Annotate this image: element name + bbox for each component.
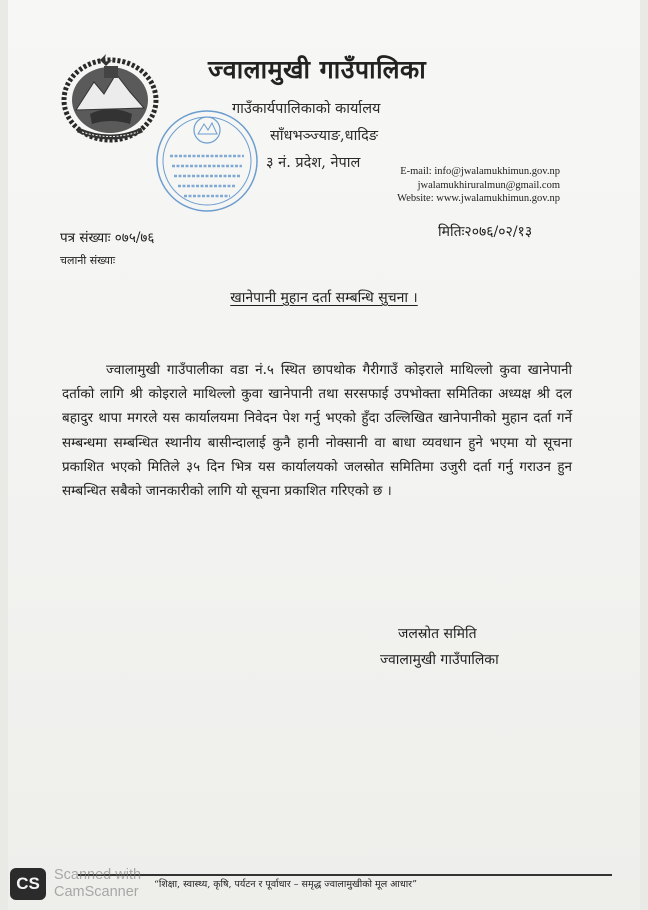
notice-body-paragraph — [62, 358, 572, 503]
office-round-stamp-icon — [154, 108, 260, 214]
letter-date: मितिः२०७६/०२/१३ — [438, 224, 533, 240]
camscanner-watermark — [54, 867, 141, 901]
watermark-line-1: Scanned with — [54, 867, 142, 883]
email-secondary: jwalamukhiruralmun@gmail.com — [417, 179, 560, 191]
contact-info — [397, 165, 560, 206]
camscanner-logo-icon: CS — [10, 868, 46, 900]
office-name: गाउँकार्यपालिकाको कार्यालय — [232, 101, 381, 117]
footer-divider — [78, 874, 612, 876]
footer-slogan: “शिक्षा, स्वास्थ्य, कृषि, पर्यटन र पूर्वाधार – समृद्ध ज्वालामुखीको मूल आधार” — [154, 879, 417, 890]
notice-subject: खानेपानी मुहान दर्ता सम्बन्धि सुचना । — [230, 290, 418, 306]
notice-body-text: ज्वालामुखी गाउँपालीका वडा नं.५ स्थित छापथोक गैरीगाउँ कोइराले माथिल्लो कुवा खानेपानी दर्ताको लागि श्री कोइराले माथिल्लो कुवा खानेपानी तथा सरसफाई उपभोक्ता समितिका अध्यक्ष श्री दल बहादुर थापा मगरले यस कार्यालयमा निवेदन पेश गर्नु भएको हुँदा उल्लिखित खानेपानीको मुहान दर्ता गर्ने सम्बन्धमा सम्बन्धित स्थानीय बासीन्दालाई कुनै हानी नोक्सानी वा बाधा व्यवधान हुने भएमा यो सूचना प्रकाशित भएको मितिले ३५ दिन भित्र यस कार्यालयको जलस्रोत समितिमा उजुरी दर्ता गर्नु गराउन हुन सम्बन्धित सबैको जानकारीको लागि यो सूचना प्रकाशित गरिएको छ । — [62, 362, 572, 500]
office-address: साँधभञ्ज्याङ,धादिङ — [270, 128, 379, 144]
dispatch-number: चलानी संख्याः — [60, 254, 116, 267]
watermark-line-2: CamScanner — [54, 884, 139, 900]
office-province: ३ नं. प्रदेश, नेपाल — [266, 155, 361, 171]
nepal-government-emblem-icon — [60, 52, 160, 144]
signatory-municipality: ज्वालामुखी गाउँपालिका — [380, 652, 499, 668]
letter-page — [8, 0, 640, 910]
signatory-committee: जलस्रोत समिति — [398, 626, 477, 642]
website: Website: www.jwalamukhimun.gov.np — [397, 193, 560, 204]
email-primary: E-mail: info@jwalamukhimun.gov.np — [400, 166, 560, 177]
organization-name: ज्वालामुखी गाउँपालिका — [208, 55, 427, 84]
reference-number: पत्र संख्याः ०७५/७६ — [60, 230, 155, 246]
